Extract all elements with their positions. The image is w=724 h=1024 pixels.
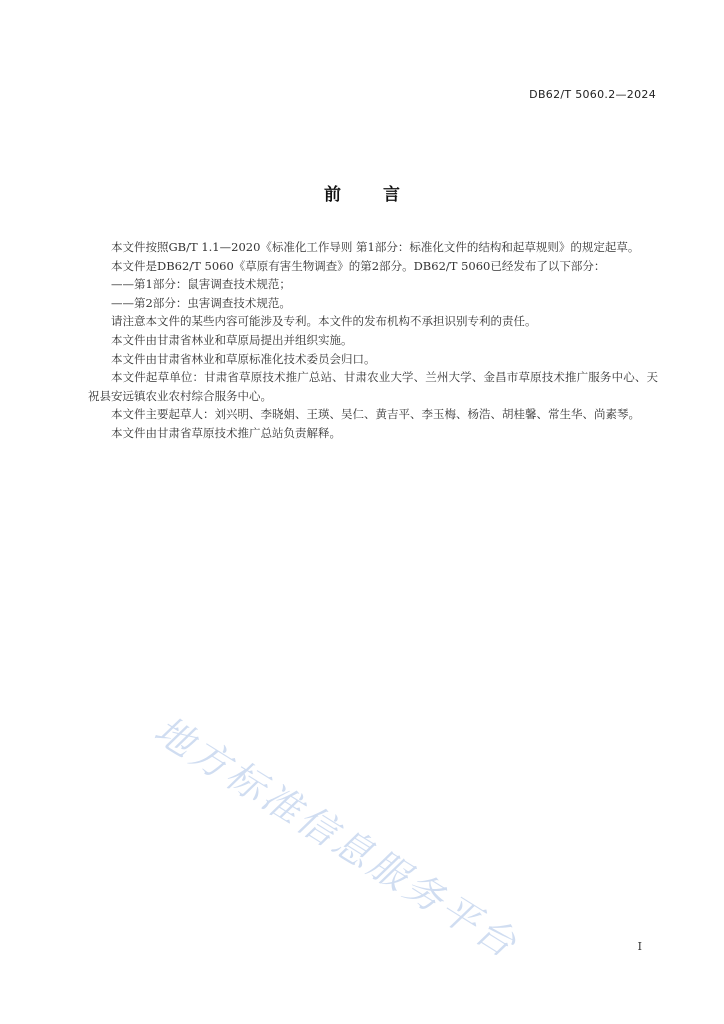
paragraph-part-2: ——第2部分：虫害调查技术规范。 [111,295,291,310]
paragraph-committee: 本文件由甘肃省林业和草原标准化技术委员会归口。 [111,351,376,366]
paragraph-part-1: ——第1部分：鼠害调查技术规范； [111,277,291,292]
paragraph-series-intro: 本文件是DB62/T 5060《草原有害生物调查》的第2部分。DB62/T 5060已经发布了以下部分： [111,258,606,273]
page-number: I [637,940,642,953]
watermark: 地方标准信息服务平台 [146,707,527,968]
paragraph-patent-notice: 请注意本文件的某些内容可能涉及专利。本文件的发布机构不承担识别专利的责任。 [111,314,537,329]
foreword-body [88,238,658,443]
paragraph-drafting-rules: 本文件按照GB/T 1.1—2020《标准化工作导则 第1部分：标准化文件的结构和起草规则》的规定起草。 [111,240,640,254]
paragraph-proposer: 本文件由甘肃省林业和草原局提出并组织实施。 [111,332,353,347]
page-title: 前言 [324,185,442,205]
document-code: DB62/T 5060.2—2024 [529,88,656,101]
paragraph-interpretation: 本文件由甘肃省草原技术推广总站负责解释。 [111,425,341,440]
paragraph-drafters: 本文件主要起草人：刘兴明、李晓娟、王瑛、吴仁、黄吉平、李玉梅、杨浩、胡桂馨、常生华、尚素琴。 [111,407,640,422]
paragraph-drafting-units: 本文件起草单位：甘肃省草原技术推广总站、甘肃农业大学、兰州大学、金昌市草原技术推广服务中心、天祝县安远镇农业农村综合服务中心。 [88,370,658,403]
